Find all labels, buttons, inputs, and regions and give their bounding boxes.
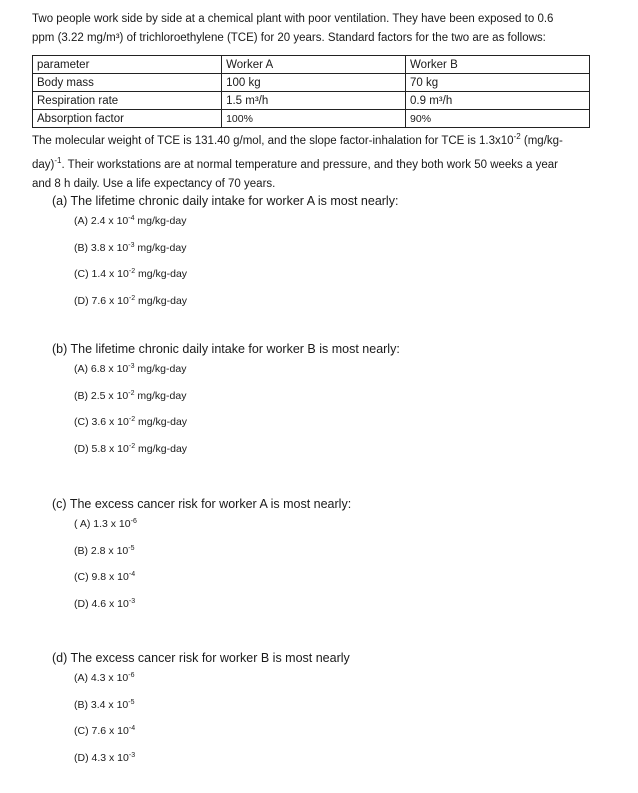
question-c: (c) The excess cancer risk for worker A is most nearly: [52, 497, 352, 511]
problem-intro [32, 10, 612, 48]
table-cell: 70 kg [406, 74, 590, 92]
option-b-B: (B) 2.5 x $10^{-2}$ mg/kg-day [74, 390, 187, 402]
option-b-A: (A) 6.8 x $10^{-3}$ mg/kg-day [74, 363, 187, 375]
details-line-2 [32, 151, 612, 175]
details-text: . Their workstations are at normal temperature and pressure, and they both work 50 weeks a year [61, 159, 558, 171]
option-a-B: (B) 3.8 x $10^{-3}$ mg/kg-day [74, 242, 187, 254]
table-header-cell: Worker B [406, 56, 590, 74]
question-a: (a) The lifetime chronic daily intake for worker A is most nearly: [52, 194, 399, 208]
details-text: The molecular weight of TCE is 131.40 g/mol, and the slope factor-inhalation for TCE is 1.3x10 [32, 135, 514, 147]
option-b-D: (D) 5.8 x $10^{-2}$ mg/kg-day [74, 443, 188, 455]
exponent: -1 [54, 156, 62, 165]
question-b: (b) The lifetime chronic daily intake for worker B is most nearly: [52, 342, 400, 356]
option-d-B: (B) 3.4 x $10^{-5}$ [74, 699, 135, 711]
table-cell: Body mass [33, 74, 222, 92]
option-a-A: (A) 2.4 x $10^{-4}$ mg/kg-day [74, 215, 187, 227]
option-b-C: (C) 3.6 x $10^{-2}$ mg/kg-day [74, 416, 188, 428]
table-cell: Absorption factor [33, 110, 222, 128]
table-row [33, 110, 590, 128]
exponent: -2 [513, 132, 521, 141]
table-cell: 100 kg [222, 74, 406, 92]
details-line-3: and 8 h daily. Use a life expectancy of 70 years. [32, 178, 276, 190]
details-text: day) [32, 159, 55, 171]
option-c-D: (D) 4.6 x $10^{-3}$ [74, 598, 136, 610]
option-c-C: (C) 9.8 x $10^{-4}$ [74, 571, 136, 583]
table-cell: 90% [406, 110, 590, 128]
question-d: (d) The excess cancer risk for worker B is most nearly [52, 651, 350, 665]
table-cell: 1.5 m³/h [222, 92, 406, 110]
option-d-C: (C) 7.6 x $10^{-4}$ [74, 725, 136, 737]
option-c-B: (B) 2.8 x $10^{-5}$ [74, 545, 135, 557]
option-d-A: (A) 4.3 x $10^{-6}$ [74, 672, 135, 684]
details-text: (mg/kg- [520, 135, 563, 147]
option-a-D: (D) 7.6 x $10^{-2}$ mg/kg-day [74, 295, 188, 307]
table-cell: Respiration rate [33, 92, 222, 110]
table-header-cell: parameter [33, 56, 222, 74]
parameters-table [32, 55, 590, 128]
details-line-1 [32, 127, 612, 151]
intro-line-2: ppm (3.22 mg/m³) of trichloroethylene (TCE) for 20 years. Standard factors for the two are as follows: [32, 32, 546, 44]
intro-line-1: Two people work side by side at a chemical plant with poor ventilation. They have been exposed to 0.6 [32, 13, 554, 25]
table-cell: 0.9 m³/h [406, 92, 590, 110]
table-header-row [33, 56, 590, 74]
table-header-cell: Worker A [222, 56, 406, 74]
table-row [33, 74, 590, 92]
table-cell: 100% [222, 110, 406, 128]
option-a-C: (C) 1.4 x $10^{-2}$ mg/kg-day [74, 268, 188, 280]
problem-details [32, 127, 612, 194]
option-d-D: (D) 4.3 x $10^{-3}$ [74, 752, 136, 764]
option-c-A: ( A) 1.3 x $10^{-6}$ [74, 518, 137, 530]
table-row [33, 92, 590, 110]
